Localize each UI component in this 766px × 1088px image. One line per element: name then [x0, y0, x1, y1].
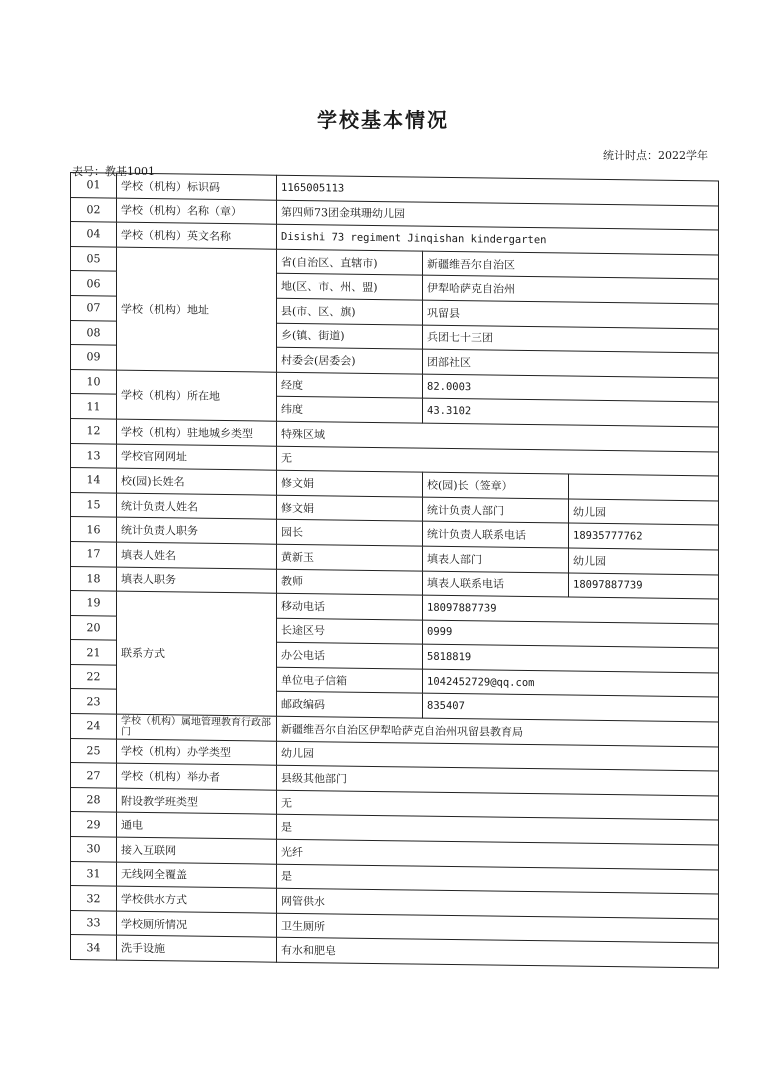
- row-field: 纬度: [277, 397, 423, 424]
- row-field: 校(园)长（签章）: [423, 472, 569, 499]
- row-field: 办公电话: [277, 642, 423, 669]
- row-number: 08: [71, 320, 117, 345]
- row-label: 校(园)长姓名: [117, 468, 277, 495]
- row-number: 20: [71, 615, 117, 640]
- row-field: 经度: [277, 372, 423, 399]
- row-value: 团部社区: [423, 349, 719, 377]
- row-number: 02: [71, 197, 117, 222]
- row-value: 是: [277, 815, 719, 845]
- row-number: 05: [71, 246, 117, 271]
- signature-cell: [569, 474, 719, 501]
- row-label: 学校厕所情况: [117, 911, 277, 938]
- row-value: 幼儿园: [569, 499, 719, 526]
- row-field: 村委会(居委会): [277, 347, 423, 374]
- row-field: 省(自治区、直辖市): [277, 249, 423, 276]
- form-table-wrapper: [70, 172, 718, 968]
- row-value: 园长: [277, 520, 423, 547]
- row-value: 县级其他部门: [277, 765, 719, 795]
- row-number: 22: [71, 664, 117, 689]
- row-label: 填表人姓名: [117, 542, 277, 569]
- row-value: 兵团七十三团: [423, 325, 719, 353]
- row-number: 28: [71, 787, 117, 812]
- row-label: 学校（机构）英文名称: [117, 222, 277, 249]
- row-value: 幼儿园: [569, 548, 719, 575]
- row-field: 长途区号: [277, 618, 423, 645]
- row-field: 移动电话: [277, 593, 423, 620]
- row-number: 34: [71, 935, 117, 960]
- stat-time: 统计时点：2022学年: [603, 149, 708, 162]
- row-label: 学校官网网址: [117, 444, 277, 471]
- row-value: 有水和肥皂: [277, 938, 719, 968]
- row-number: 10: [71, 369, 117, 394]
- row-number: 27: [71, 763, 117, 788]
- row-field: 统计负责人部门: [423, 497, 569, 524]
- row-label: 学校（机构）标识码: [117, 173, 277, 200]
- row-number: 14: [71, 468, 117, 493]
- row-value: 第四师73团金琪珊幼儿园: [277, 200, 719, 230]
- row-value: 特殊区域: [277, 421, 719, 451]
- row-label: 洗手设施: [117, 936, 277, 963]
- row-value: 无: [277, 446, 719, 476]
- row-number: 30: [71, 837, 117, 862]
- location-label: 学校（机构）所在地: [117, 370, 277, 421]
- row-field: 县(市、区、旗): [277, 298, 423, 325]
- row-number: 17: [71, 541, 117, 566]
- row-label: 统计负责人姓名: [117, 493, 277, 520]
- form-number: 表号：教基1001: [72, 165, 155, 178]
- row-value: 教师: [277, 569, 423, 596]
- row-number: 15: [71, 492, 117, 517]
- row-number: 18: [71, 566, 117, 591]
- row-number: 21: [71, 640, 117, 665]
- row-label: 学校（机构）名称（章）: [117, 198, 277, 225]
- row-label: 填表人职务: [117, 567, 277, 594]
- row-value: 18097887739: [423, 595, 719, 623]
- row-value: 网管供水: [277, 888, 719, 918]
- row-value: 0999: [423, 620, 719, 648]
- row-value: 无: [277, 790, 719, 820]
- row-number: 31: [71, 861, 117, 886]
- row-value: 43.3102: [423, 398, 719, 426]
- row-value: 修文娟: [277, 495, 423, 522]
- row-number: 23: [71, 689, 117, 714]
- row-label: 学校（机构）驻地城乡类型: [117, 419, 277, 446]
- row-label: 通电: [117, 813, 277, 840]
- row-field: 单位电子信箱: [277, 667, 423, 694]
- row-value: 835407: [423, 694, 719, 722]
- row-number: 13: [71, 443, 117, 468]
- row-field: 填表人部门: [423, 546, 569, 573]
- row-field: 统计负责人联系电话: [423, 521, 569, 548]
- row-number: 19: [71, 591, 117, 616]
- row-label: 无线网全覆盖: [117, 862, 277, 889]
- row-value: 黄新玉: [277, 544, 423, 571]
- row-value: 卫生厕所: [277, 913, 719, 943]
- page-title: 学校基本情况: [317, 108, 449, 132]
- row-field: 邮政编码: [277, 692, 423, 719]
- row-value: 幼儿园: [277, 741, 719, 771]
- row-number: 16: [71, 517, 117, 542]
- row-value: 是: [277, 864, 719, 894]
- row-label: 接入互联网: [117, 837, 277, 864]
- row-field: 填表人联系电话: [423, 571, 569, 598]
- row-label: 统计负责人职务: [117, 517, 277, 544]
- row-number: 33: [71, 910, 117, 935]
- row-value: 18935777762: [569, 523, 719, 550]
- row-value: 1165005113: [277, 175, 719, 205]
- row-value: 巩留县: [423, 300, 719, 328]
- row-number: 04: [71, 222, 117, 247]
- row-value: 伊犁哈萨克自治州: [423, 275, 719, 303]
- row-value: 新疆维吾尔自治区伊犁哈萨克自治州巩留县教育局: [277, 716, 719, 746]
- row-label: 学校（机构）举办者: [117, 763, 277, 790]
- row-field: 地(区、市、州、盟): [277, 274, 423, 301]
- row-number: 01: [71, 173, 117, 198]
- row-label: 学校供水方式: [117, 886, 277, 913]
- row-value: 18097887739: [569, 573, 719, 600]
- row-number: 11: [71, 394, 117, 419]
- row-label: 附设教学班类型: [117, 788, 277, 815]
- row-label: 学校（机构）属地管理教育行政部门: [117, 714, 277, 741]
- school-info-table: [70, 172, 719, 968]
- contact-label: 联系方式: [117, 591, 277, 716]
- row-field: 乡(镇、街道): [277, 323, 423, 350]
- row-label: 学校（机构）办学类型: [117, 739, 277, 766]
- row-number: 32: [71, 886, 117, 911]
- row-number: 25: [71, 738, 117, 763]
- row-number: 06: [71, 271, 117, 296]
- row-value: 修文娟: [277, 470, 423, 497]
- row-number: 07: [71, 295, 117, 320]
- row-value: 新疆维吾尔自治区: [423, 251, 719, 279]
- row-number: 29: [71, 812, 117, 837]
- row-value: 1042452729@qq.com: [423, 669, 719, 697]
- row-number: 12: [71, 418, 117, 443]
- row-value: 光纤: [277, 839, 719, 869]
- row-value: 5818819: [423, 644, 719, 672]
- row-value: 82.0003: [423, 374, 719, 402]
- address-label: 学校（机构）地址: [117, 247, 277, 372]
- row-value: Disishi 73 regiment Jinqishan kindergarten: [277, 224, 719, 254]
- row-number: 24: [71, 714, 117, 739]
- row-number: 09: [71, 345, 117, 370]
